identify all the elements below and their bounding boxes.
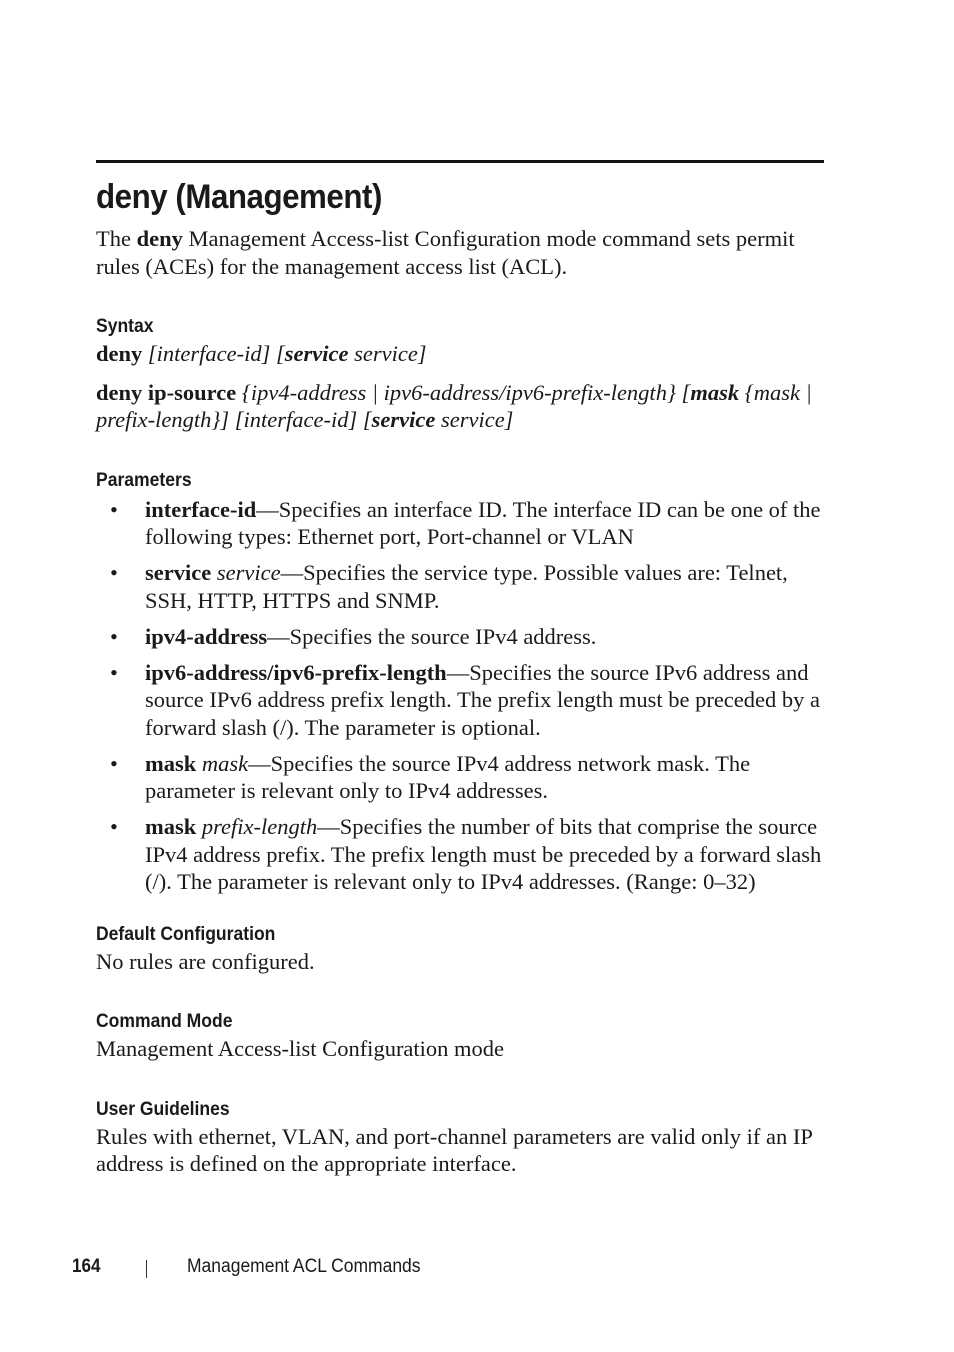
footer-divider xyxy=(146,1260,147,1278)
intro-paragraph xyxy=(96,225,824,280)
intro-pre: The xyxy=(96,226,137,251)
syntax2-keyword-service: service xyxy=(371,407,436,432)
bullet-icon: • xyxy=(110,750,118,776)
bullet-icon: • xyxy=(110,496,118,522)
user-guidelines-text: Rules with ethernet, VLAN, and port-channel parameters are valid only if an IP address is defined on the appropriate interface. xyxy=(96,1123,813,1176)
syntax2-command: deny ip-source xyxy=(96,379,237,405)
param-desc: —Specifies the source IPv6 address and source IPv6 address prefix length. The prefix length must be preceded by a forward slash (/). The parameter is optional. xyxy=(145,659,820,740)
param-desc: —Specifies the source IPv4 address network mask. The parameter is relevant only to IPv4 addresses. xyxy=(145,750,751,803)
syntax-line-2 xyxy=(96,379,824,434)
default-configuration-text: No rules are configured. xyxy=(96,948,315,974)
list-item xyxy=(96,496,824,551)
syntax2-args1: {ipv4-address | ipv6-address/ipv6-prefix-length} [ xyxy=(236,379,691,405)
syntax2-args3: service] xyxy=(435,407,514,432)
syntax-heading: Syntax xyxy=(96,315,154,337)
param-arg: service xyxy=(211,560,281,585)
list-item xyxy=(96,750,824,805)
page-content xyxy=(96,160,824,1178)
param-desc: —Specifies the service type. Possible values are: Telnet, SSH, HTTP, HTTPS and SNMP. xyxy=(145,560,788,613)
param-arg: prefix-length xyxy=(196,814,318,839)
list-item xyxy=(96,659,824,742)
parameters-heading: Parameters xyxy=(96,468,192,491)
list-item xyxy=(96,559,824,614)
chapter-title: Management ACL Commands xyxy=(187,1256,421,1277)
syntax1-keyword: service xyxy=(284,341,349,366)
default-configuration-heading: Default Configuration xyxy=(96,922,276,945)
param-term: mask xyxy=(145,814,197,839)
bullet-icon: • xyxy=(110,814,118,839)
param-arg: mask xyxy=(196,750,249,776)
param-term: ipv4-address xyxy=(145,623,268,649)
syntax-line-1 xyxy=(96,340,824,368)
param-term: ipv6-address/ipv6-prefix-length xyxy=(145,659,447,685)
bullet-icon: • xyxy=(110,623,118,649)
list-item xyxy=(96,813,824,896)
syntax1-command: deny xyxy=(96,341,143,366)
command-mode-text: Management Access-list Configuration mode xyxy=(96,1036,505,1061)
param-term: interface-id xyxy=(145,496,257,522)
syntax1-args2: service] xyxy=(348,341,427,366)
page-number: 164 xyxy=(72,1256,101,1277)
syntax2-keyword-mask: mask xyxy=(690,379,740,405)
syntax2-args2: {mask | prefix-length}] [interface-id] [ xyxy=(96,379,812,432)
intro-post: Management Access-list Configuration mode command sets permit rules (ACEs) for the management access list (ACL). xyxy=(96,226,795,279)
title-rule xyxy=(96,160,824,163)
command-mode-heading: Command Mode xyxy=(96,1010,233,1032)
param-term: service xyxy=(145,560,212,585)
bullet-icon: • xyxy=(110,560,118,585)
syntax1-args1: [interface-id] [ xyxy=(142,341,285,366)
parameters-list xyxy=(96,496,824,896)
param-desc: —Specifies the number of bits that comprise the source IPv4 address prefix. The prefix length must be preceded by a forward slash (/). The parameter is relevant only to IPv4 addresses. (Range: 0–32) xyxy=(145,814,822,894)
page-footer xyxy=(0,1256,954,1282)
param-term: mask xyxy=(145,750,197,776)
param-desc: —Specifies an interface ID. The interface ID can be one of the following types: Ethernet port, Port-channel or VLAN xyxy=(145,496,821,549)
page-title: deny (Management) xyxy=(96,178,382,216)
user-guidelines-heading: User Guidelines xyxy=(96,1097,230,1120)
param-desc: —Specifies the source IPv4 address. xyxy=(267,623,597,649)
intro-command: deny xyxy=(136,226,183,251)
list-item xyxy=(96,623,824,651)
bullet-icon: • xyxy=(110,659,118,685)
